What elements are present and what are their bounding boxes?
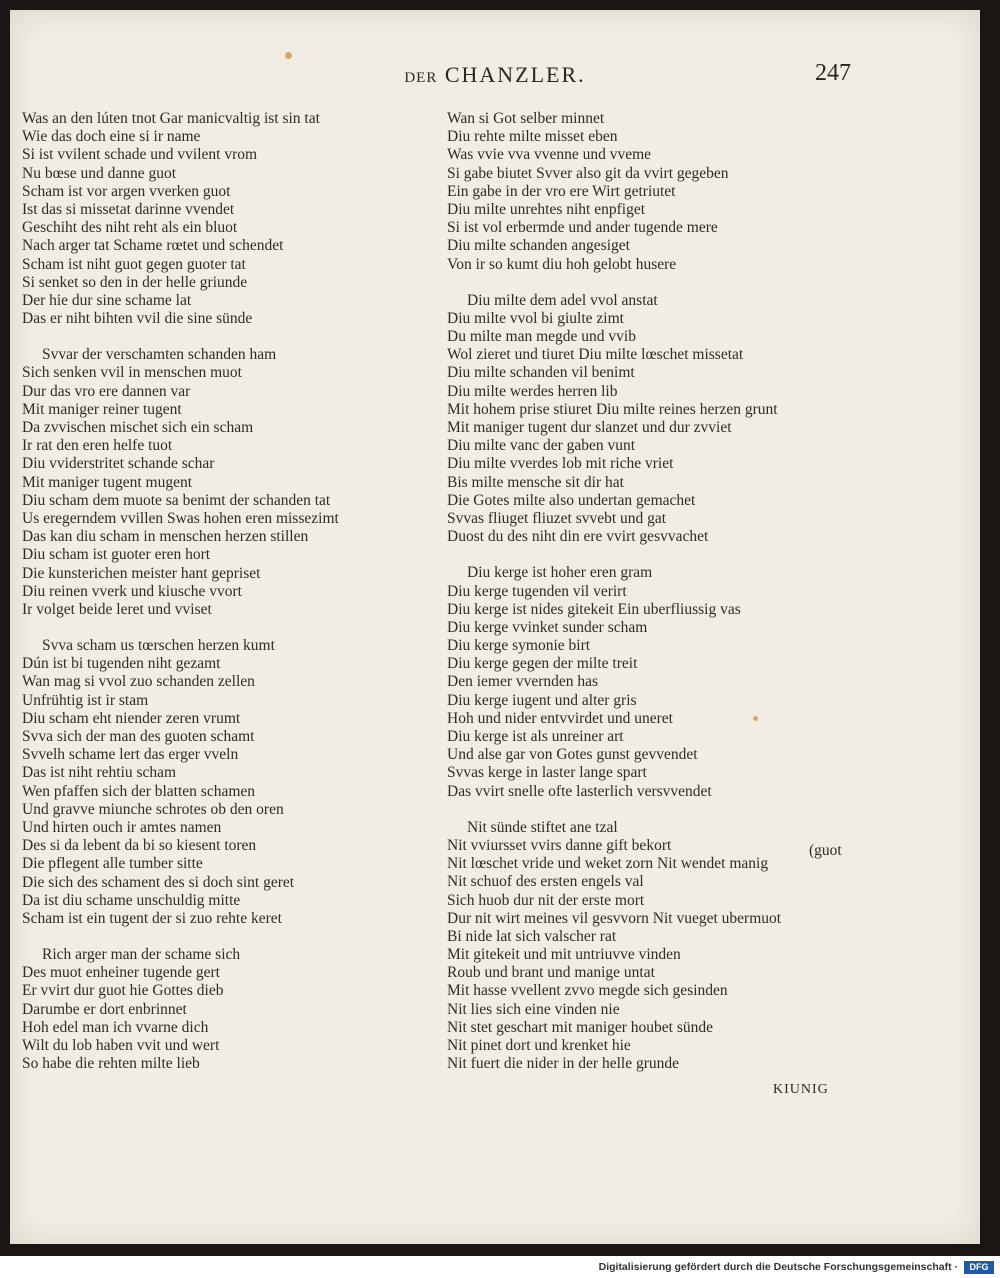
verse-line: Des si da lebent da bi so kiesent toren [22,837,257,855]
verse-line: Nit schuof des ersten engels val [447,873,644,891]
verse-line: Die Gotes milte also undertan gemachet [447,491,696,509]
verse-line: Nit sünde stiftet ane tzal [467,818,618,836]
verse-line: Svva sich der man des guoten schamt [22,728,255,745]
verse-line: Sich senken vvil in menschen muot [22,364,242,382]
verse-line: Er vvirt dur guot hie Gottes dieb [22,982,224,1000]
verse-line: Da zvvischen mischet sich ein scham [22,419,254,436]
book-page [10,10,980,1244]
dfg-logo: DFG [964,1261,994,1274]
verse-line: Diu milte vanc der gaben vunt [447,437,636,455]
verse-line: Wan si Got selber minnet [447,110,605,127]
verse-line: Hoh edel man ich vvarne dich [22,1018,209,1036]
verse-line: Das er niht bihten vvil die sine sünde [22,310,253,328]
verse-line: Diu milte vvol bi giulte zimt [447,309,624,327]
verse-line: Scham ist ein tugent der si zuo rehte keret [22,909,282,927]
verse-line: Mit hohem prise stiuret Diu milte reines herzen grunt [447,400,778,418]
verse-line: Diu kerge ist nides gitekeit Ein uberfliussig vas [447,600,741,618]
verse-line: Und gravve miunche schrotes ob den oren [22,800,284,818]
verse-line: Svva scham us tœrschen herzen kumt [42,637,275,655]
verse-line: Diu kerge ist als unreiner art [447,728,624,745]
verse-line: Der hie dur sine schame lat [22,291,192,309]
verse-line: Die sich des schament des si doch sint geret [22,873,295,891]
right-stanza [447,292,877,547]
verse-line: Nit lœschet vride und weket zorn Nit wendet manig [447,855,769,873]
verse-line: Diu milte unrehtes niht enpfiget [447,200,646,218]
verse-line: Diu scham ist guoter eren hort [22,546,211,564]
verse-line: So habe die rehten milte lieb [22,1055,200,1073]
paper-stain [285,52,292,59]
verse-line: Diu kerge gegen der milte treit [447,655,638,673]
verse-line: Was vvie vva vvenne und vveme [447,146,652,164]
verse-line: Diu kerge ist hoher eren gram [467,564,653,582]
verse-line: Wan mag si vvol zuo schanden zellen [22,673,255,691]
verse-line: Nit fuert die nider in der helle grunde [447,1055,679,1073]
verse-line: Svvas fliuget fliuzet svvebt und gat [447,509,667,527]
author-signature: KIUNIG [773,1082,829,1097]
verse-line: Von ir so kumt diu hoh gelobt husere [447,255,677,273]
paper-stain [753,716,758,721]
verse-line: Dur nit wirt meines vil gesvvorn Nit vueget ubermuot [447,909,782,927]
verse-line: Darumbe er dort enbrinnet [22,1000,187,1018]
verse-line: Diu milte schanden angesiget [447,237,630,255]
verse-line: Geschiht des niht reht als ein bluot [22,219,238,237]
left-stanza [22,346,447,619]
running-head-title: CHANZLER. [444,62,586,87]
verse-line: Diu rehte milte misset eben [447,128,618,146]
funding-credit: Digitalisierung gefördert durch die Deutsche Forschungsgemeinschaft · [598,1261,958,1273]
verse-line: Us eregerndem vvillen Swas hohen eren missezimt [22,509,339,527]
verse-line: Ir volget beide leret und vviset [22,600,212,618]
verse-line: Wie das doch eine si ir name [22,128,201,146]
verse-line: Duost du des niht din ere vvirt gesvvachet [447,528,709,546]
right-text-column [447,110,877,1091]
verse-line: Nit lies sich eine vinden nie [447,1000,620,1018]
verse-line: Die kunsterichen meister hant gepriset [22,564,261,582]
verse-line: Mit maniger reiner tugent [22,400,182,418]
verse-line: Dún ist bi tugenden niht gezamt [22,655,221,673]
verse-line: Mit hasse vvellent zvvo megde sich gesinden [447,982,728,1000]
verse-line: Das ist niht rehtiu scham [22,764,177,782]
verse-line: Diu kerge vvinket sunder scham [447,618,648,636]
verse-line: Ist das si missetat darinne vvendet [22,200,235,218]
margin-note: (guot [809,842,842,859]
left-stanza [22,110,447,328]
verse-line: Da ist diu schame unschuldig mitte [22,891,241,909]
verse-line: Rich arger man der schame sich [42,946,241,964]
verse-line: Mit maniger tugent dur slanzet und dur zvviet [447,419,732,436]
left-stanza [22,946,447,1073]
verse-line: Diu milte vverdes lob mit riche vriet [447,455,674,473]
verse-line: Diu kerge symonie birt [447,637,591,655]
verse-line: Wilt du lob haben vvit und wert [22,1037,220,1054]
verse-line: Ir rat den eren helfe tuot [22,437,173,455]
verse-line: Roub und brant und manige untat [447,964,655,982]
verse-line: Wen pfaffen sich der blatten schamen [22,782,256,800]
right-stanza [447,110,877,274]
verse-line: Den iemer vvernden has [447,673,599,691]
left-text-column [22,110,447,1091]
verse-line: Svvar der verschamten schanden ham [42,346,277,364]
verse-line: Du milte man megde und vvib [447,328,636,346]
verse-line: Ein gabe in der vro ere Wirt getriutet [447,182,676,200]
verse-line: Hoh und nider entvvirdet und uneret [447,709,673,727]
verse-line: Nu bœse und danne guot [22,164,177,182]
verse-line: Si ist vol erbermde und ander tugende mere [447,219,718,237]
verse-line: Diu vviderstritet schande schar [22,455,215,473]
verse-line: Und hirten ouch ir amtes namen [22,818,222,836]
verse-line: Sich huob dur nit der erste mort [447,891,645,909]
verse-line: Mit maniger tugent mugent [22,473,193,491]
verse-line: Bi nide lat sich valscher rat [447,927,617,945]
verse-line: Diu scham eht niender zeren vrumt [22,709,241,727]
verse-line: Diu milte schanden vil benimt [447,364,635,382]
verse-line: Mit gitekeit und mit untriuvve vinden [447,946,681,964]
verse-line: Diu milte werdes herren lib [447,382,618,400]
verse-line: Das kan diu scham in menschen herzen stillen [22,528,309,546]
right-stanza [447,564,877,800]
verse-line: Si gabe biutet Svver also git da vvirt gegeben [447,164,729,182]
verse-line: Was an den lúten tnot Gar manicvaltig ist sin tat [22,110,320,127]
verse-line: Die pflegent alle tumber sitte [22,855,203,873]
verse-line: Dur das vro ere dannen var [22,382,191,400]
verse-line: Diu milte dem adel vvol anstat [467,291,658,309]
verse-line: Bis milte mensche sit dir hat [447,473,624,491]
verse-line: Diu kerge iugent und alter gris [447,691,637,709]
verse-line: Wol zieret und tiuret Diu milte lœschet missetat [447,346,744,364]
verse-line: Si senket so den in der helle griunde [22,273,248,291]
verse-line: Svvelh schame lert das erger vveln [22,746,239,764]
running-head-prefix: DER [404,70,438,86]
verse-line: Diu scham dem muote sa benimt der schanden tat [22,491,331,509]
verse-line: Nit vviursset vvirs danne gift bekort [447,836,672,854]
verse-line: Svvas kerge in laster lange spart [447,764,647,782]
verse-line: Scham ist niht guot gegen guoter tat [22,255,246,273]
verse-line: Nit pinet dort und krenket hie [447,1037,631,1054]
verse-line: Nit stet geschart mit maniger houbet sünde [447,1018,714,1036]
verse-line: Und alse gar von Gotes gunst gevvendet [447,746,698,764]
page-number: 247 [815,60,851,86]
verse-line: Des muot enheiner tugende gert [22,964,220,982]
verse-line: Nach arger tat Schame rœtet und schendet [22,237,284,255]
digitization-footer [0,1256,1000,1278]
verse-line: Diu kerge tugenden vil verirt [447,582,627,600]
verse-line: Diu reinen vverk und kiusche vvort [22,582,242,600]
verse-line: Si ist vvilent schade und vvilent vrom [22,146,258,164]
left-stanza [22,637,447,928]
verse-line: Das vvirt snelle ofte lasterlich versvvendet [447,782,712,800]
verse-line: Scham ist vor argen vverken guot [22,182,231,200]
verse-line: Unfrühtig ist ir stam [22,691,149,709]
